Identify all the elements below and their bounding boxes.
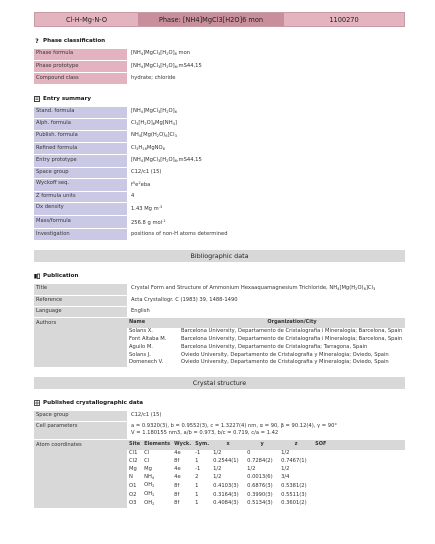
published-space-group-row: Space group C12/c1 (15) xyxy=(34,411,405,422)
stand-formula-row: Stand. formula $[NH_4]MgCl_3[H_2O]_6$ xyxy=(34,107,405,119)
author-row: Domenech V. Oviedo University, Departamento de Cristalografia y Mineralogia; Oviedo, Spain xyxy=(129,359,389,366)
compound-class-row: Compound class hydrate; chloride xyxy=(34,73,405,84)
bibliographic-data-band: Bibliographic data xyxy=(34,250,405,262)
publication-heading: Publication xyxy=(34,273,405,279)
space-group-row: Space group C12/c1 (15) xyxy=(34,168,405,179)
atom-row: O2 $OH_2$ 8f 1 0.3164(3) 0.3990(3) 0.5511(3) xyxy=(129,491,307,498)
atom-row: O3 $OH_2$ 8f 1 0.4084(3) 0.5134(3) 0.3601(2) xyxy=(129,499,307,507)
refined-formula-row: Refined formula $Cl_3H_{16}MgNO_6$ xyxy=(34,143,405,155)
atom-coordinates-table: Site Elements Wyck. Sym. x y z SOF Cl1 Cl 4e -1 1/2 0 1/2 Cl2 Cl 8f 1 0.2544(1) 0.7284(2) 0.7467(1) Mg Mg 4e -1 1/2 1/2 1/2 N $NH_4$ 4e 2 1/2 0.0013(6) 3/4 O1 $OH_2$ 8f 1 0.4103(3) 0.6876(3) 0.5381(2) O2 $OH_2$ 8f 1 0.3164(3) 0.3990(3) 0.5511(3) O3 $OH_2$ 8f 1 0.4084(3) 0.5134(3) 0.3601(2) xyxy=(127,440,405,508)
z-formula-units-row: Z formula units 4 xyxy=(34,192,405,203)
atom-row: Cl2 Cl 8f 1 0.2544(1) 0.7284(2) 0.7467(1) xyxy=(129,457,307,464)
crystal-structure-band: Crystal structure xyxy=(34,377,405,389)
question-mark-icon: ? xyxy=(35,37,39,45)
phase-formula-row: Phase formula $[NH_4]MgCl_3[H_2O]_6$ mon xyxy=(34,49,405,61)
header-phase: Phase: [NH4]MgCl3[H2O]6 mon xyxy=(138,13,284,26)
publication-title-row: Title Crystal Form and Structure of Ammonium Hexaaquamagnesium Trichloride, $NH_4[Mg(H_2O)_6]Cl_3$ xyxy=(34,284,405,296)
mass-formula-row: Mass/formula 256.8 g mol$^{-1}$ xyxy=(34,216,405,229)
author-row: Font Altaba M. Barcelona University, Departamento de Cristalografia i Mineralogia; Barcelona, Spain xyxy=(129,335,403,342)
crystal-icon xyxy=(34,400,40,406)
author-row: Aguilo M. Barcelona University, Departamento de Cristalografia; Tarragona, Spain xyxy=(129,343,368,350)
header-bar xyxy=(34,12,405,27)
wyckoff-seq-row: Wyckoff seq. $f^5e^2eba$ xyxy=(34,179,405,192)
atom-coordinates-row: Atom coordinates Site Elements Wyck. Sym. x y z SOF Cl1 Cl 4e -1 1/2 0 1/2 Cl2 Cl 8f 1 0.2544(1) 0.7284(2) 0.7467(1) Mg Mg 4e -1 1/2 1/2 1/2 N $NH_4$ 4e 2 1/2 0.0013(6) 3/4 O1 $OH_2$ 8f 1 0.4103(3) 0.6876(3) 0.5381(2) O2 $OH_2$ 8f 1 0.3164(3) 0.3990(3) 0.5511(3) O3 $OH_2$ 8f 1 0.4084(3) 0.5134(3) 0.3601(2) xyxy=(34,440,405,509)
published-data-heading: Published crystallographic data xyxy=(34,400,405,406)
cell-line-2: V = 1.180155 nm3, a/b = 0.973, b/c = 0.719, c/a = 1.42 xyxy=(131,430,279,437)
header-entry-id: 1100270 xyxy=(284,13,404,26)
entry-prototype-row: Entry prototype $[NH_4]MgCl_3[H_2O]_6,mS44,15$ xyxy=(34,155,405,167)
document-page xyxy=(34,12,405,509)
summary-icon xyxy=(34,96,40,102)
atom-row: Mg Mg 4e -1 1/2 1/2 1/2 xyxy=(129,465,290,472)
atom-row: N $NH_4$ 4e 2 1/2 0.0013(6) 3/4 xyxy=(129,473,290,481)
author-row: Solans X. Barcelona University, Departamento de Cristalografia i Mineralogia; Barcelona, Spain xyxy=(129,328,403,335)
dx-density-row: Dx density 1.43 Mg $m^{-3}$ xyxy=(34,203,405,216)
author-row: Solans J. Oviedo University, Departamento de Cristalografia y Mineralogia; Oviedo, Spain xyxy=(129,351,389,358)
authors-header-org: Organization/City xyxy=(179,318,405,327)
reference-row: Reference Acta Crystallogr. C (1983) 39, 1488-1490 xyxy=(34,296,405,307)
investigation-row: Investigation positions of non-H atoms determined xyxy=(34,229,405,240)
cell-line-1: a = 0.9320(3), b = 0.9552(3), c = 1.3227(4) nm, α = 90, β = 90.12(4), γ = 90° xyxy=(131,423,337,430)
authors-header-name: Name xyxy=(127,318,179,327)
cell-parameters-row: Cell parameters a = 0.9320(3), b = 0.9552(3), c = 1.3227(4) nm, α = 90, β = 90.12(4), γ = 90° V = 1.180155 nm3, a/b = 0.973, b/c = 0.719, c/a = 1.42 xyxy=(34,422,405,441)
header-system: Cl-H-Mg-N-O xyxy=(35,13,138,26)
atom-row: Cl1 Cl 4e -1 1/2 0 1/2 xyxy=(129,450,290,457)
phase-prototype-row: Phase prototype $[NH_4]MgCl_3[H_2O]_6,mS44,15$ xyxy=(34,61,405,73)
publication-icon xyxy=(34,273,40,279)
publish-formula-row: Publish. formula $NH_4[Mg(H_2O)_6]Cl_3$ xyxy=(34,131,405,143)
language-row: Language English xyxy=(34,307,405,318)
alph-formula-row: Alph. formula $Cl_3[H_2O]_6Mg[NH_4]$ xyxy=(34,119,405,131)
authors-table xyxy=(127,318,405,366)
atom-row: O1 $OH_2$ 8f 1 0.4103(3) 0.6876(3) 0.5381(2) xyxy=(129,482,307,489)
entry-summary-heading: Entry summary xyxy=(34,96,405,102)
authors-row: Authors Name Organization/City Solans X. Barcelona University, Departamento de Cristalografia i Mineralogia; Barcelona, Spain Font Altaba M. Barcelona University, Departamento de Cristalografia i Mineralogia; Barcelona, Spain Aguilo M. Barcelona University, Departamento de Cristalografia; Tarragona, Spain Solans J. Oviedo University, Departamento de Cristalografia y Mineralogia; Oviedo, Spain Domenech V. Oviedo University, Departamento de Cristalografia y Mineralogia; Oviedo, Spain xyxy=(34,318,405,367)
phase-classification-heading: ? Phase classification xyxy=(35,37,106,45)
